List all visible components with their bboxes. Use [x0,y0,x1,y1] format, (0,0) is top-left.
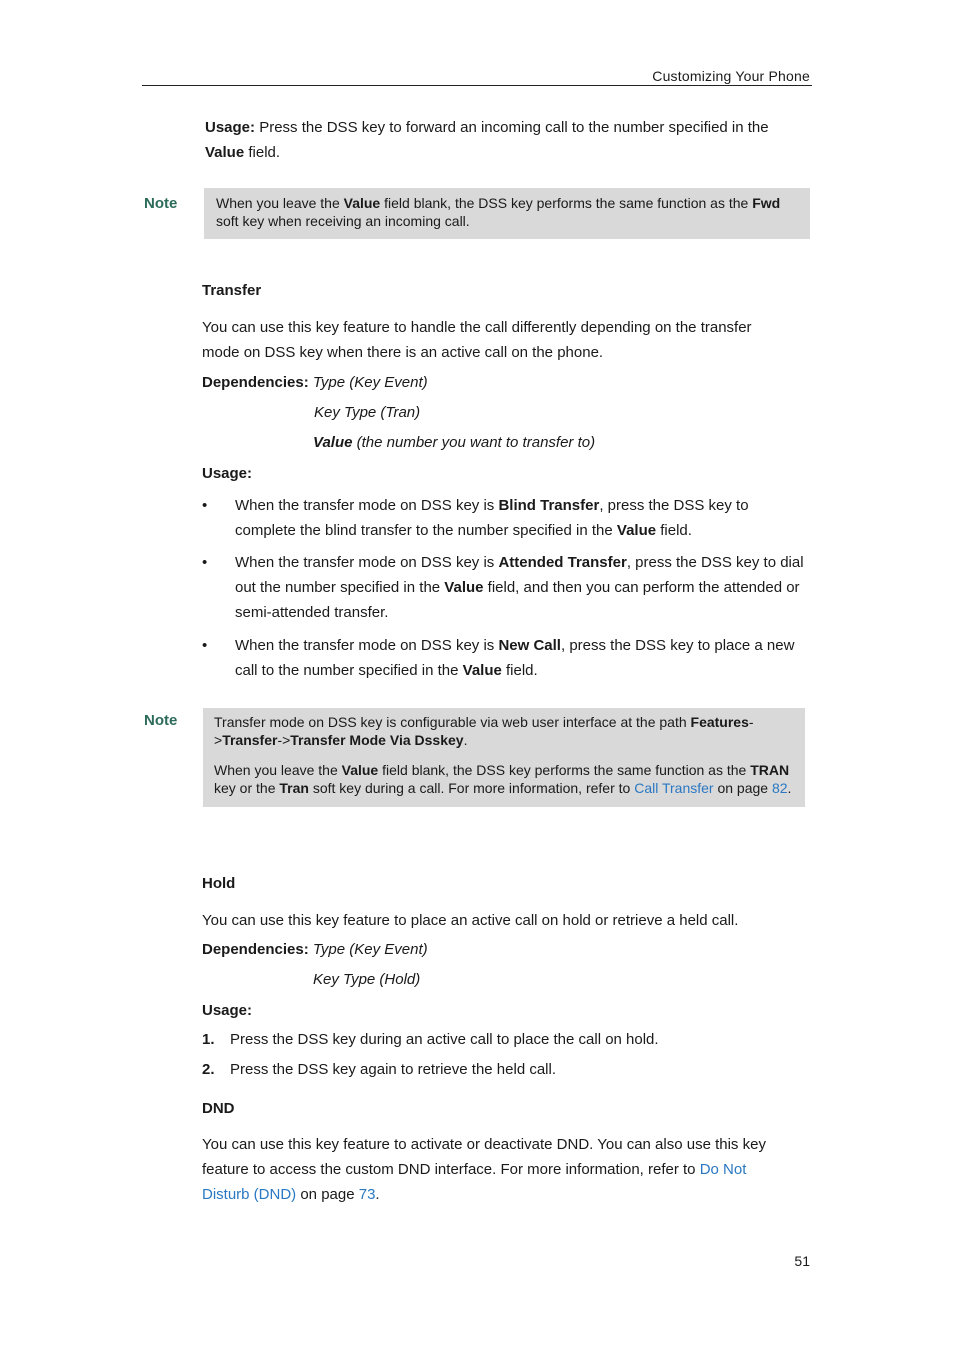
list-item: 1. Press the DSS key during an active call to place the call on hold. [202,1031,659,1048]
page-82-link[interactable]: 82 [771,780,788,796]
list-item: • When the transfer mode on DSS key is Blind Transfer, press the DSS key to complete the blind transfer to the number specified in the Value field. [202,497,749,539]
note-box [203,708,805,807]
note-text: Transfer mode on DSS key is configurable via web user interface at the path Features->Transfer->Transfer Mode Via Dsskey. [214,714,754,748]
transfer-dep-value: Value (the number you want to transfer to) [313,434,596,451]
hold-dependencies: Dependencies: Type (Key Event) [202,941,428,958]
page-number: 51 [794,1253,810,1269]
list-item: 2. Press the DSS key again to retrieve the held call. [202,1061,557,1078]
transfer-dep-key-type: Key Type (Tran) [314,404,421,421]
usage-label: Usage: [205,119,256,136]
call-transfer-link[interactable]: Call Transfer [634,780,714,796]
hold-dep-key-type: Key Type (Hold) [313,971,421,988]
note-box [204,188,810,239]
forward-usage: Usage: Press the DSS key to forward an incoming call to the number specified in the Value field. [205,119,769,161]
section-heading-dnd: DND [202,1100,235,1117]
list-item: • When the transfer mode on DSS key is New Call, press the DSS key to place a new call to the number specified in the Value field. [202,637,795,679]
section-heading-transfer: Transfer [202,282,262,299]
page-73-link[interactable]: 73 [358,1186,376,1203]
transfer-dependencies: Dependencies: Type (Key Event) [202,374,428,391]
section-heading-hold: Hold [202,875,236,892]
hold-usage-label: Usage: [202,1002,253,1019]
note-label: Note [144,195,178,212]
dnd-link[interactable]: Do Not Disturb (DND) [202,1161,747,1203]
transfer-intro: You can use this key feature to handle the call differently depending on the transfer mode on DSS key when there is an active call on the phone. [202,319,752,361]
list-item: • When the transfer mode on DSS key is Attended Transfer, press the DSS key to dial out the number specified in the Value field, and then you can perform the attended or semi-attended transfer. [202,554,804,621]
dnd-intro: You can use this key feature to activate or deactivate DND. You can also use this key feature to access the custom DND interface. For more information, refer to Do Not Disturb (DND) on page 73. [202,1136,766,1203]
transfer-usage-label: Usage: [202,465,253,482]
note-text: When you leave the Value field blank, the DSS key performs the same function as the TRAN key or the Tran soft key during a call. For more information, refer to Call Transfer on page 82. [214,762,792,796]
note-text: When you leave the Value field blank, the DSS key performs the same function as the Fwd soft key when receiving an incoming call. [216,195,781,229]
hold-intro: You can use this key feature to place an active call on hold or retrieve a held call. [202,912,739,929]
note-label: Note [144,712,178,729]
header-rule [142,85,812,86]
running-header: Customizing Your Phone [652,68,810,84]
